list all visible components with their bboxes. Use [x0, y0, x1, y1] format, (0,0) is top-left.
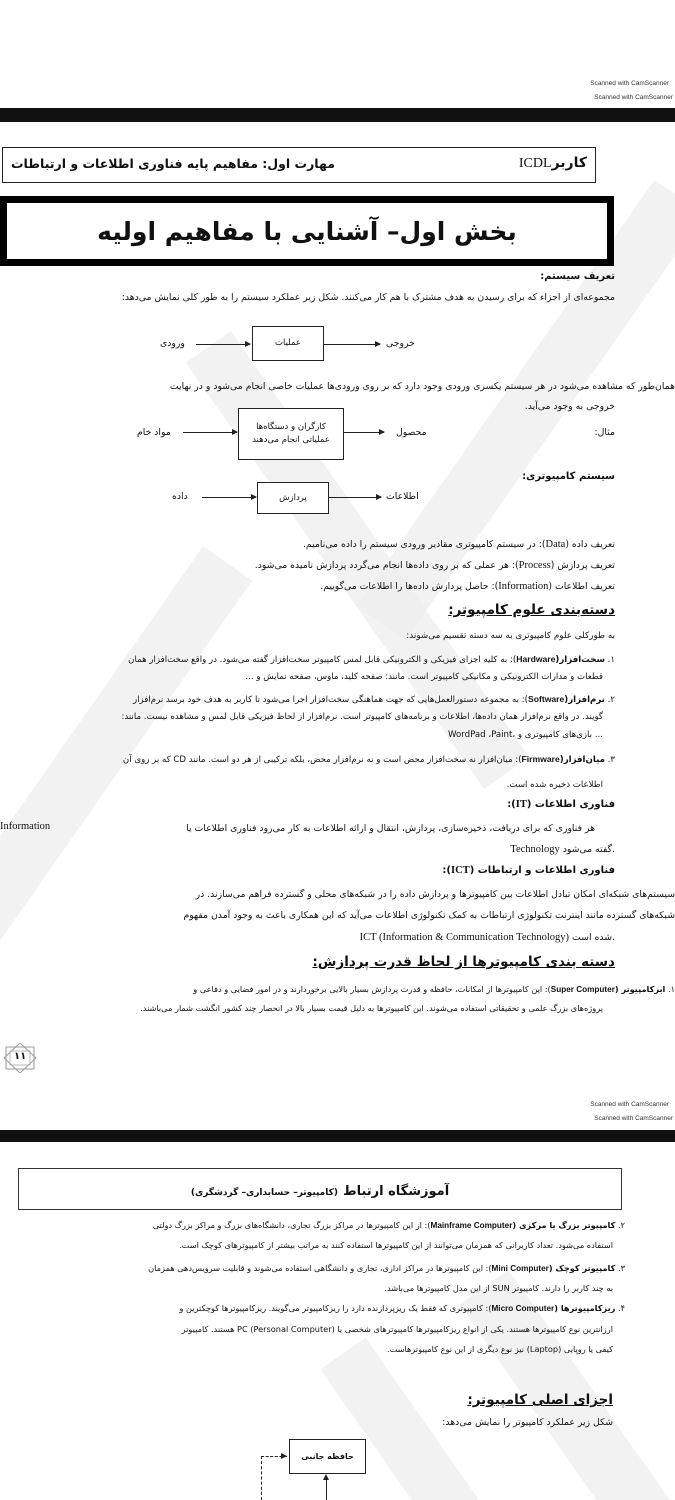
definition-data: تعریف داده (Data): در سیستم کامپیوتری مقادیر ورودی سیستم را داده می‌نامیم. — [302, 539, 615, 550]
arrow-icon — [344, 432, 384, 433]
secondary-memory-box: حافظه جانبی — [289, 1439, 366, 1474]
page-separator — [0, 108, 675, 122]
scan-note: Scanned with CamScanner — [590, 80, 669, 87]
arrow-icon — [202, 497, 256, 498]
arrow-head-icon — [323, 1474, 329, 1480]
system-def-text: مجموعه‌ای از اجزاء که برای رسیدن به هدف مشترک با هم کار می‌کنند. شکل زیر عملکرد سیستم را به طور کلی نمایش می‌دهد: — [121, 292, 615, 303]
list-item-software-cont: WordPad ،Paint، بازی‌های کامپیوتری و ... — [447, 730, 603, 740]
list-item-software: ۲. نرم‌افزار(Software): به مجموعه دستورالعمل‌هایی که جهت هماهنگی سخت‌افزار اجرا می‌شود تا کاربر به هدف خود برسد نرم‌افزار — [132, 694, 615, 705]
list-item-micro-cont: ارزانترین نوع کامپیوترها هستند. یکی از انواع ریزکامپیوترها کامپیوترهای شخصی یا PC (Personal Computer) هستند. کامپیوتر — [181, 1324, 613, 1334]
page-separator — [0, 1130, 675, 1142]
chapter-subtitle: مهارت اول: مفاهیم پایه فناوری اطلاعات و ارتباطات — [11, 156, 335, 171]
arrow-icon — [196, 344, 250, 345]
scan-note: Scanned with CamScanner — [590, 1101, 669, 1108]
list-item-super-computer-cont: پروژه‌های بزرگ علمی و تحقیقاتی استفاده می‌شوند. این کامپیوترها به دلیل قیمت بسیار بالا در انحصار چند کشور انگشت شمار می‌باشند. — [140, 1003, 603, 1013]
arrow-head-icon — [281, 1453, 287, 1459]
list-item-software-cont: گویند. در واقع نرم‌افزار همان داده‌ها، اطلاعات و برنامه‌های کامپیوتر است. نرم‌افزار از لحاظ فیزیکی قابل لمس و مشاهده نیست. مانند: — [121, 712, 603, 722]
list-item-micro: ۴. ریزکامپیوترها (Micro Computer): کامپیوتری که فقط یک ریزپردازنده دارد را ریزکامپیوتر می‌گویند. ریزکامپیوترها کوچکترین و — [179, 1303, 625, 1313]
ict-text: شبکه‌های گسترده مانند اینترنت تکنولوژی ارتباطات به کمک تکنولوژی اطلاعات می‌آید که این همکاری باعث به وجود آمدن مفهوم — [183, 910, 675, 921]
classification-intro: به طورکلی علوم کامپیوتری به سه دسته تقسیم می‌شوند: — [406, 631, 615, 641]
system-paragraph: خروجی به وجود می‌آید. — [524, 401, 615, 412]
list-item-mini: ۳. کامپیوتر کوچک (Mini Computer): این کامپیوترها در مراکز اداری، تجاری و دانشگاهی استفاده می‌شوند و قابلیت سرویس‌دهی همزمان — [148, 1263, 625, 1273]
list-item-super-computer: ۱. ابرکامپیوتر (Super Computer): این کامپیوترها از امکانات، حافظه و قدرت پردازش بسیار بالایی برخوردارند و در امور فضایی و دفاعی و — [193, 984, 675, 994]
list-item-mini-cont: به چند کاربر را دارند. کامپیوتر SUN از این مدل کامپیوترها می‌باشد. — [384, 1283, 613, 1293]
list-item-mainframe-cont: استفاده می‌شود. تعداد کاربرانی که همزمان می‌توانند از این کامپیوترها استفاده کنند به مراتب بیشتر از کامپیوترهای کوچک است. — [179, 1240, 613, 1250]
arrow-icon — [183, 432, 237, 433]
diagram-input-label: ورودی — [160, 338, 185, 349]
institute-header — [18, 1168, 622, 1210]
list-item-hardware-cont: قطعات و مدارات الکترونیکی و مکانیکی کامپیوتر است. مانند: صفحه کلید، ماوس، صفحه نمایش و ... — [245, 672, 603, 682]
example-process-box: کارگران و دستگاه‌ها عملیاتی انجام می‌دهند — [238, 408, 344, 460]
page-number-badge — [3, 1043, 37, 1073]
scan-note: Scanned with CamScanner — [594, 1115, 673, 1122]
arrow-icon — [324, 344, 380, 345]
it-text: هر فناوری که برای دریافت، ذخیره‌سازی، پردازش، انتقال و ارائه اطلاعات به کار می‌رود فناوری اطلاعات یا — [186, 823, 595, 834]
it-heading: فناوری اطلاعات (IT): — [507, 799, 615, 810]
list-item-firmware: ۳. میان‌افزار(Firmware): میان‌افزار نه سخت‌افزار محض است و نه نرم‌افزار محض، بلکه ترکیبی از هر دو است. مانند CD که بر روی آن — [122, 754, 615, 765]
ict-text: ICT (Information & Communication Technology) شده است. — [359, 932, 615, 943]
components-heading: اجزای اصلی کامپیوتر: — [467, 1392, 613, 1408]
it-text-latin: Information — [0, 821, 51, 832]
ict-text: سیستم‌های شبکه‌ای امکان تبادل اطلاعات بین کامپیوترها و پردازش داده را در شبکه‌های محلی و گسترده فراهم می‌سازند. در — [195, 889, 675, 900]
components-intro: شکل زیر عملکرد کامپیوتر را نمایش می‌دهد: — [442, 1417, 613, 1428]
system-paragraph: همان‌طور که مشاهده می‌شود در هر سیستم یکسری ورودی وجود دارد که بر روی ورودی‌ها عملیات خاصی انجام می‌شود و در نهایت — [169, 381, 675, 392]
power-classification-heading: دسته بندی کامپیوترها از لحاظ قدرت پردازش: — [312, 954, 615, 970]
chapter-header — [2, 147, 596, 183]
it-text: Technology گفته می‌شود. — [510, 844, 615, 855]
system-def-heading: تعریف سیستم: — [540, 271, 615, 282]
definition-information: تعریف اطلاعات (Information): حاصل پردازش داده‌ها را اطلاعات می‌گوییم. — [320, 581, 615, 592]
example-input-label: مواد خام — [137, 427, 171, 438]
list-item-micro-cont: کیفی یا روپایی (Laptop) نیز نوع دیگری از این نوع کامپیوترهاست. — [386, 1344, 613, 1354]
page-number: ۱۱ — [14, 1051, 27, 1062]
institute-subtitle: (کامپیوتر– حسابداری– گردشگری) — [190, 1187, 338, 1198]
section-title: بخش اول– آشنایی با مفاهیم اولیه — [97, 216, 517, 246]
list-item-mainframe: ۲. کامپیوتر بزرگ یا مرکزی (Mainframe Computer): از این کامپیوترها در مراکز بزرگ تجاری، دانشگاه‌های بزرگ و مراکز بزرگ دولتی — [152, 1220, 625, 1230]
definition-process: تعریف پردازش (Process): هر عملی که بر روی داده‌ها انجام می‌گردد پردازش نامیده می‌شود. — [254, 560, 615, 571]
section-title-box — [0, 196, 614, 266]
computer-system-heading: سیستم کامپیوتری: — [522, 471, 615, 482]
list-item-firmware-cont: اطلاعات ذخیره شده است. — [506, 780, 603, 790]
diagram-process-box: عملیات — [252, 326, 324, 361]
cs-output-label: اطلاعات — [386, 491, 419, 502]
cs-process-box: پردازش — [257, 482, 329, 514]
example-output-label: محصول — [396, 427, 427, 438]
ict-heading: فناوری اطلاعات و ارتباطات (ICT): — [442, 865, 615, 876]
solid-connector — [326, 1477, 327, 1500]
diagram-output-label: خروجی — [386, 338, 415, 349]
arrow-icon — [329, 497, 381, 498]
cs-input-label: داده — [172, 491, 188, 502]
classification-heading: دسته‌بندی علوم کامپیوتر: — [448, 602, 615, 618]
institute-name: آموزشگاه ارتباط — [343, 1183, 450, 1199]
dashed-connector — [261, 1456, 262, 1500]
example-label: مثال: — [594, 427, 615, 438]
course-label: کاربرICDL — [518, 155, 587, 171]
scan-note: Scanned with CamScanner — [594, 94, 673, 101]
list-item-hardware: ۱. سخت‌افزار(Hardware): به کلیه اجزای فیزیکی و الکترونیکی قابل لمس کامپیوتر سخت‌افزار گفته می‌شود. در واقع سخت‌افزار همان — [128, 654, 615, 665]
